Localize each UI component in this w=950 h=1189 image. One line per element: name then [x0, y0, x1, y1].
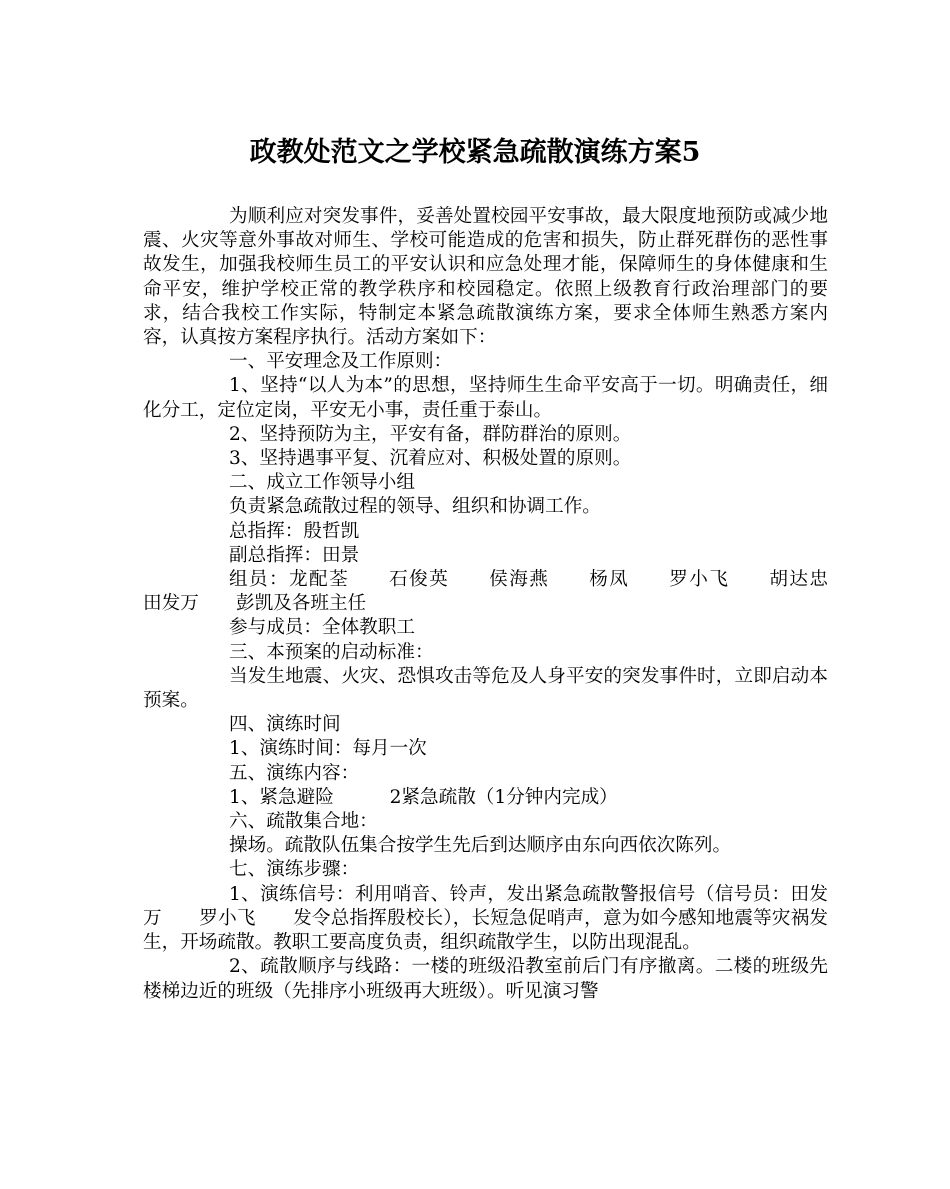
activation-standard: 当发生地震、火灾、恐惧攻击等危及人身平安的突发事件时，立即启动本预案。	[143, 665, 828, 712]
section-heading-activation: 三、本预案的启动标准：	[229, 641, 434, 663]
commander: 总指挥：殷哲凯	[229, 520, 360, 542]
principle-item-1: 1、坚持“以人为本”的思想，坚持师生生命平安高于一切。明确责任，细化分工，定位定岗，平安无小事，责任重于泰山。	[143, 375, 828, 421]
principle-item-3: 3、坚持遇事平复、沉着应对、积极处置的原则。	[229, 448, 632, 470]
step-evacuation-route: 2、疏散顺序与线路：一楼的班级沿教室前后门有序撤离。二楼的班级先楼梯边近的班级（先排序小班级再大班级）。听见演习警	[143, 956, 828, 1002]
section-heading-leadership: 二、成立工作领导小组	[229, 472, 415, 494]
principle-item-2: 2、坚持预防为主，平安有备，群防群治的原则。	[229, 423, 632, 445]
team-members: 组员：龙配荃 石俊英 侯海燕 杨凤 罗小飞 胡达忠 田发万 彭凯及各班主任	[143, 569, 866, 615]
deputy-commander: 副总指挥：田景	[229, 544, 360, 566]
leadership-description: 负责紧急疏散过程的领导、组织和协调工作。	[229, 496, 601, 518]
step-signal: 1、演练信号：利用哨音、铃声，发出紧急疏散警报信号（信号员：田发万 罗小飞 发令总指挥殷校长），长短急促哨声，意为如今感知地震等灾祸发生，开场疏散。教职工要高度负责，组织疏散学生，以防出现混乱。	[143, 883, 828, 954]
participants: 参与成员：全体教职工	[229, 617, 415, 639]
section-heading-content: 五、演练内容：	[229, 762, 360, 784]
document-body	[143, 205, 866, 1004]
section-heading-time: 四、演练时间	[229, 714, 341, 736]
drill-time: 1、演练时间：每月一次	[229, 738, 427, 760]
intro-paragraph: 为顺利应对突发事件，妥善处置校园平安事故，最大限度地预防或减少地震、火灾等意外事故对师生、学校可能造成的危害和损失，防止群死群伤的恶性事故发生，加强我校师生员工的平安认识和应急处理才能，保障师生的身体健康和生命平安，维护学校正常的教学秩序和校园稳定。依照上级教育行政治理部门的要求，结合我校工作实际，特制定本紧急疏散演练方案，要求全体师生熟悉方案内容，认真按方案程序执行。活动方案如下：	[143, 206, 828, 349]
assembly-location: 操场。疏散队伍集合按学生先后到达顺序由东向西依次陈列。	[229, 835, 732, 857]
section-heading-assembly: 六、疏散集合地：	[229, 811, 378, 833]
document-title: 政教处范文之学校紧急疏散演练方案5	[249, 137, 701, 168]
section-heading-steps: 七、演练步骤：	[229, 859, 360, 881]
drill-content: 1、紧急避险 2紧急疏散（1分钟内完成）	[229, 786, 618, 808]
section-heading-principles: 一、平安理念及工作原则：	[229, 351, 453, 373]
